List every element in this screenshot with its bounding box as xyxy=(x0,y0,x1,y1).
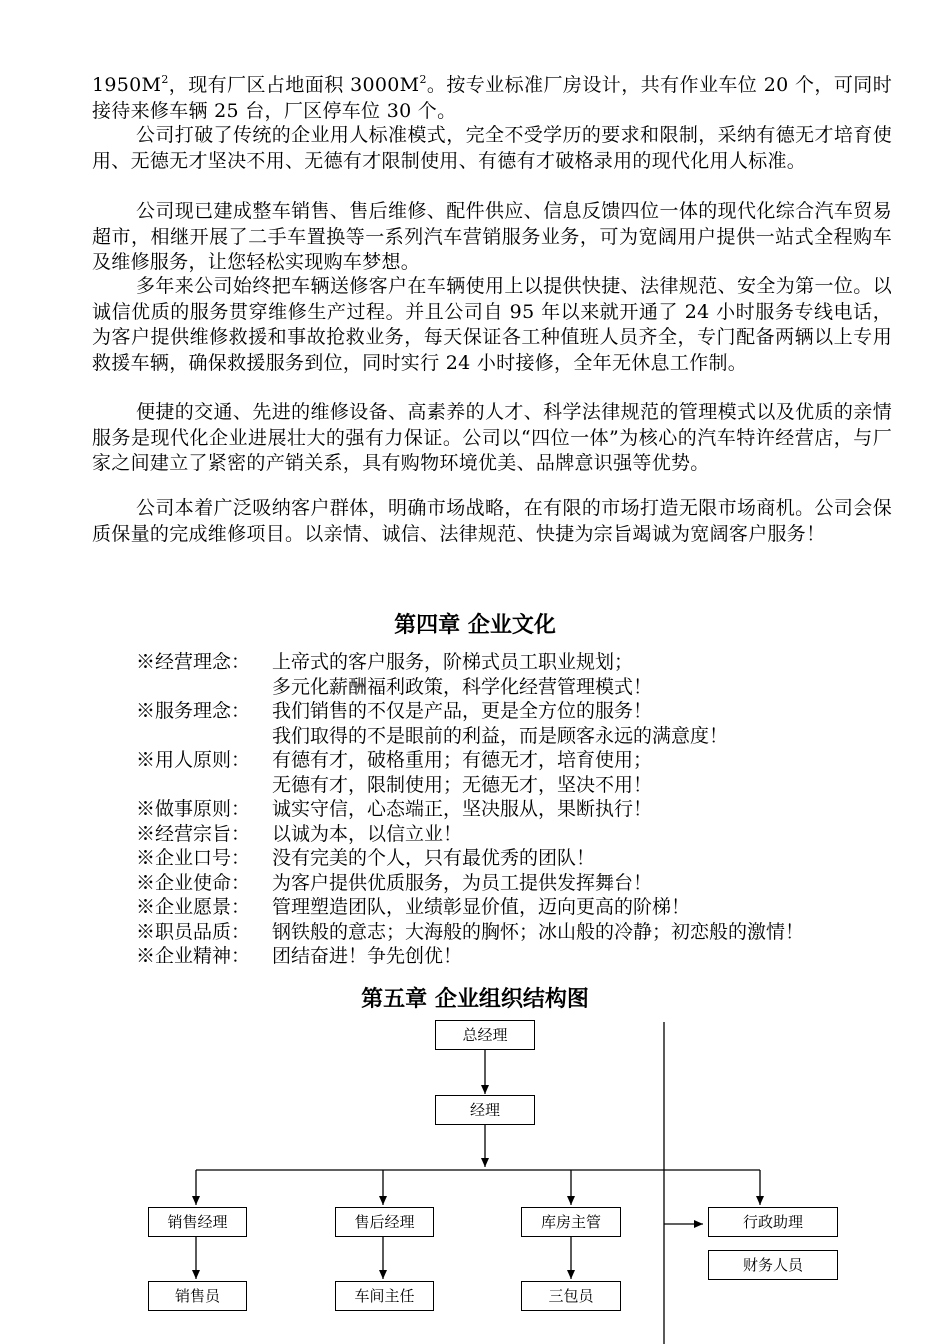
culture-text: 管理塑造团队，业绩彰显价值，迈向更高的阶梯！ xyxy=(272,896,691,918)
culture-item xyxy=(136,920,916,945)
paragraph-business-scope: 公司现已建成整车销售、售后维修、配件供应、信息反馈四位一体的现代化综合汽车贸易超市，相继开展了二手车置换等一系列汽车营销服务业务，可为宽阔用户提供一站式全程购车及维修服务，让您轻松实现购车梦想。 xyxy=(92,200,892,273)
culture-list xyxy=(136,650,916,969)
culture-item xyxy=(136,944,916,969)
culture-label: ※做事原则： xyxy=(136,798,251,820)
culture-label: ※服务理念： xyxy=(136,700,251,722)
culture-label: ※企业使命： xyxy=(136,871,251,894)
culture-item xyxy=(136,895,916,920)
culture-text: 上帝式的客户服务，阶梯式员工职业规划； xyxy=(272,651,634,673)
paragraph-advantages: 便捷的交通、先进的维修设备、高素养的人才、科学法律规范的管理模式以及优质的亲情服务是现代化企业进展壮大的强有力保证。公司以“四位一体”为核心的汽车特许经营店，与厂家之间建立了紧密的产销关系，具有购物环境优美、品牌意识强等优势。 xyxy=(92,401,892,474)
org-node-sales-manager: 销售经理 xyxy=(148,1207,247,1237)
chapter-5-heading: 第五章 企业组织结构图 xyxy=(361,987,589,1012)
culture-label: ※企业口号： xyxy=(136,847,251,869)
text-run: 。按专业标准厂房设计，共有作业车位 20 个，可同时接待来修车辆 25 台，厂区停车位 30 个。 xyxy=(92,74,892,122)
culture-label: ※企业愿景： xyxy=(136,896,251,918)
superscript: 2 xyxy=(419,72,427,86)
culture-label xyxy=(136,773,272,798)
paragraph-factory-area xyxy=(92,73,892,124)
culture-text: 钢铁般的意志；大海般的胸怀；冰山般的冷静；初恋般的激情！ xyxy=(272,920,805,943)
culture-label: ※职员品质： xyxy=(136,920,251,943)
paragraph-service-commitment: 多年来公司始终把车辆送修客户在车辆使用上以提供快捷、法律规范、安全为第一位。以诚信优质的服务贯穿维修生产过程。并且公司自 95 年以来就开通了 24 小时服务专线电话，为客户提供维修救援和事故抢救业务，每天保证各工种值班人员齐全，专门配备两辆以上专用救援车辆，确保救援服务到位，同时实行 24 小时接修，全年无休息工作制。 xyxy=(92,275,892,374)
culture-text: 以诚为本，以信立业！ xyxy=(272,822,463,845)
culture-text: 团结奋进！争先创优！ xyxy=(272,945,463,967)
chapter-4-heading: 第四章 企业文化 xyxy=(394,613,556,638)
culture-text: 诚实守信，心态端正，坚决服从，果断执行！ xyxy=(272,798,653,820)
culture-label: ※企业精神： xyxy=(136,945,251,967)
culture-label xyxy=(136,724,272,749)
org-node-warehouse-supervisor: 库房主管 xyxy=(521,1207,621,1237)
culture-item xyxy=(136,797,916,822)
culture-item xyxy=(136,699,916,724)
text-run: 1950M xyxy=(92,74,162,96)
culture-item xyxy=(136,871,916,896)
text-run: ，现有厂区占地面积 3000M xyxy=(168,74,420,96)
org-node-manager: 经理 xyxy=(435,1095,535,1125)
culture-item xyxy=(136,846,916,871)
culture-text: 我们取得的不是眼前的利益，而是顾客永远的满意度！ xyxy=(272,724,729,747)
culture-label: ※用人原则： xyxy=(136,749,251,771)
org-node-workshop-director: 车间主任 xyxy=(335,1281,434,1311)
culture-label: ※经营理念： xyxy=(136,651,251,673)
paragraph-hiring-standard: 公司打破了传统的企业用人标准模式，完全不受学历的要求和限制，采纳有德无才培育使用、无德无才坚决不用、无德有才限制使用、有德有才破格录用的现代化用人标准。 xyxy=(92,124,892,172)
culture-text: 多元化薪酬福利政策，科学化经营管理模式！ xyxy=(272,675,653,698)
culture-item xyxy=(136,822,916,847)
culture-text: 为客户提供优质服务，为员工提供发挥舞台！ xyxy=(272,871,653,894)
culture-item xyxy=(136,650,916,675)
culture-text: 有德有才，破格重用；有德无才，培育使用； xyxy=(272,749,653,771)
org-node-general-manager: 总经理 xyxy=(435,1020,535,1050)
org-chart-connectors xyxy=(0,1010,950,1344)
culture-label xyxy=(136,675,272,700)
culture-item xyxy=(136,773,916,798)
culture-item xyxy=(136,724,916,749)
culture-item xyxy=(136,748,916,773)
org-node-warranty-staff: 三包员 xyxy=(521,1281,621,1311)
culture-text: 我们销售的不仅是产品，更是全方位的服务！ xyxy=(272,700,653,722)
paragraph-strategy: 公司本着广泛吸纳客户群体，明确市场战略，在有限的市场打造无限市场商机。公司会保质保量的完成维修项目。以亲情、诚信、法律规范、快捷为宗旨竭诚为宽阔客户服务！ xyxy=(92,497,892,545)
org-node-salesperson: 销售员 xyxy=(148,1281,247,1311)
culture-text: 无德有才，限制使用；无德无才，坚决不用！ xyxy=(272,773,653,796)
culture-label: ※经营宗旨： xyxy=(136,822,251,845)
org-node-admin-assistant: 行政助理 xyxy=(708,1207,838,1237)
culture-item xyxy=(136,675,916,700)
org-node-finance-staff: 财务人员 xyxy=(708,1250,838,1280)
org-chart xyxy=(0,1010,950,1344)
org-node-service-manager: 售后经理 xyxy=(335,1207,434,1237)
culture-text: 没有完美的个人，只有最优秀的团队！ xyxy=(272,847,596,869)
superscript: 2 xyxy=(161,72,169,86)
